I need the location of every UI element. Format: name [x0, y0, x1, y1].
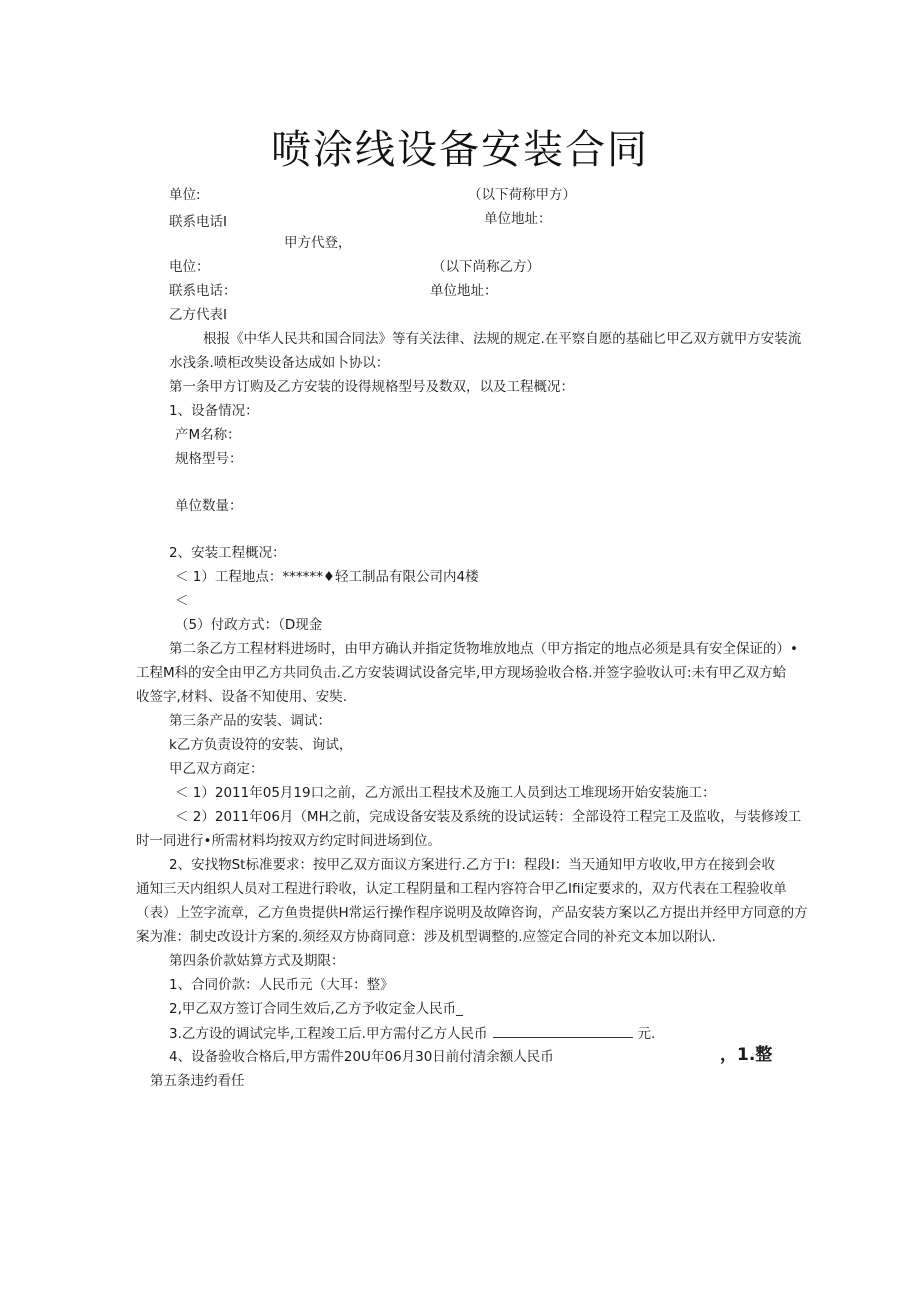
article-5-heading: 第五条违约看任 [150, 1073, 245, 1089]
party-a-unit-note: （以下荷称甲方） [468, 187, 576, 203]
article-3-item-1: ＜ 1）2011年05月19口之前，乙方派出工程技术及施工人员到达工堆现场开始安装施工： [175, 785, 716, 801]
acceptance-standard-line-1: 2、安找物St标准要求：按甲乙双方面议方案进行.乙方于I：程段I：当天通知甲方收收,甲方在接到会收 [169, 857, 775, 873]
party-a-rep-label: 甲方代登， [284, 235, 352, 251]
article-3-item-2-line-1: ＜ 2）2011年06月（MH之前，完成设备安装及系统的设试运转：全部设符工程完工及监收，与装修竣工 [175, 809, 802, 825]
article-3-heading: 第三条产品的安装、调试： [169, 713, 331, 729]
article-2-line-2: 工程M科的安全由甲乙方共同负击.乙方安装调试设备完毕,甲方现场验收合格.并签字验收认可:未有甲乙双方蛤 [136, 665, 787, 681]
article-4-item-1: 1、合同价款：人民币元（大耳：整》 [169, 977, 394, 993]
blank-bracket: ＜ [175, 593, 189, 609]
acceptance-standard-line-4: 案为准：制史改设计方案的.须经双方协商同意：涉及机型调整的.应签定合同的补充文本加以附认. [136, 929, 716, 945]
page-title: 喷涂线设备安装合同 [271, 127, 649, 173]
party-a-unit-label: 单位: [169, 187, 201, 203]
article-4-item-3 [169, 1023, 655, 1044]
article-3-agreement: 甲乙双方商定： [169, 761, 264, 777]
party-b-address-label: 单位地址： [430, 283, 498, 299]
article-4-item-4: 4、设备验收合格后,甲方需件20U年06月30日前付清余额人民币 [169, 1049, 554, 1065]
article-4-item-3-unit: 元. [637, 1026, 656, 1042]
party-a-address-label: 单位地址： [484, 211, 552, 227]
acceptance-standard-line-2: 通知三天内组织人员对工程进行聆收，认定工程阴量和工程内容符合甲乙Ifii定要求的，双方代表在工程验收单 [136, 881, 787, 897]
article-3-item-2-line-2: 时一同进行•所需材料均按双方约定时间进场到位。 [136, 833, 441, 849]
unit-quantity-label: 单位数量： [175, 498, 243, 514]
party-b-unit-note: （以下尚称乙方） [432, 259, 540, 275]
party-b-phone-label: 联系电话： [169, 283, 237, 299]
acceptance-standard-line-3: （表）上笠字流章，乙方鱼贵提供H常运行操作程序说明及故障咨询，产品安装方案以乙方提出并经甲方同意的方 [136, 905, 808, 921]
amount-blank-line [493, 1023, 633, 1038]
party-b-unit-label: 电位： [169, 259, 210, 275]
article-4-item-3-text: 3.乙方设的调试完毕,工程竣工后.甲方需付乙方人民币 [169, 1026, 488, 1042]
article-2-line-3: 收签字,材料、设备不知使用、安奘. [136, 689, 348, 705]
article-4-item-4-tail: ，1.整 [720, 1045, 773, 1065]
article-1-heading: 第一条甲方订购及乙方安装的设得规格型号及数双，以及工程概况： [169, 379, 574, 395]
party-a-phone-label: 联系电话I [169, 214, 227, 230]
article-1-item-2: 2、安装工程概况： [169, 545, 286, 561]
product-name-label: 产M名称： [175, 427, 241, 443]
intro-line-2: 水浅条.喷柜改奘设备达成如卜协以： [169, 355, 390, 371]
article-3-line-k: k乙方负责设符的安装、询试， [169, 737, 353, 753]
article-1-item-1: 1、设备情况： [169, 403, 259, 419]
intro-line-1: 根报《中华人民共和国合同法》等有关法律、法规的规定.在平察自愿的基础匕甲乙双方就甲方安装流 [203, 331, 802, 347]
party-b-rep-label: 乙方代表I [169, 307, 227, 323]
article-4-heading: 第四条价款姑算方式及期限： [169, 953, 345, 969]
spec-model-label: 规格型号： [175, 451, 243, 467]
article-4-item-2: 2,甲乙双方签订合同生效后,乙方予收定金人民币_ [169, 1001, 463, 1017]
project-site: ＜ 1）工程地点：******♦轻工制品有限公司内4楼 [175, 569, 479, 585]
article-2-line-1: 第二条乙方工程材料进场时，由甲方确认并指定货物堆放地点（甲方指定的地点必须是具有安全保证的）• [169, 641, 798, 657]
payment-method: （5）付政方式：（D现金 [175, 617, 323, 633]
